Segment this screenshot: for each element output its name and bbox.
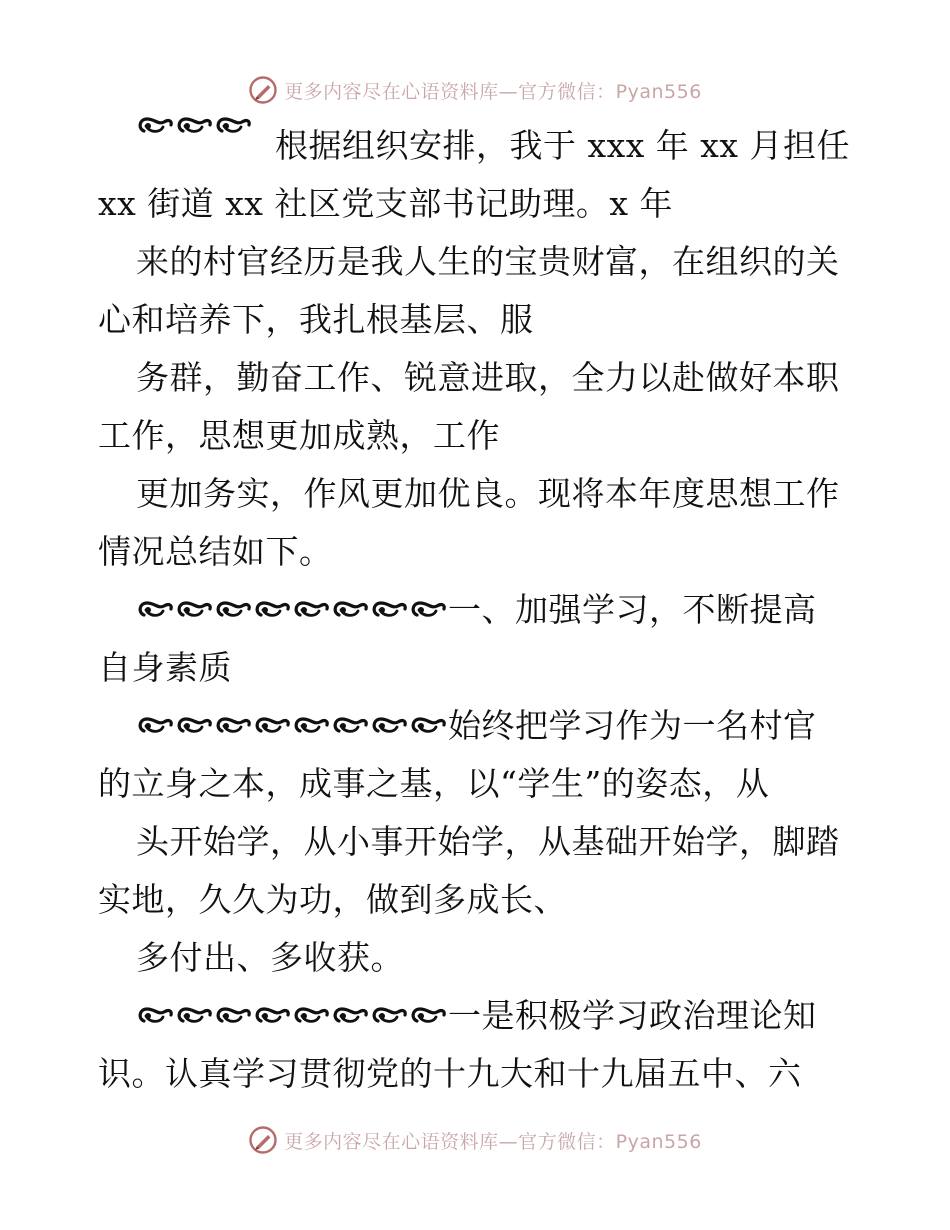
text-line	[98, 581, 850, 639]
paragraph	[98, 987, 850, 1103]
ornament-icon	[140, 119, 171, 131]
paragraph	[98, 465, 850, 581]
ornament-icon	[179, 603, 210, 615]
line-text: 根据组织安排，我于 xxx 年 xx 月担任	[274, 126, 850, 165]
text-line	[98, 697, 850, 755]
ornament-icon	[257, 719, 288, 731]
text-line: 多付出、多收获。	[136, 938, 404, 977]
text-line: 务群，勤奋工作、锐意进取，全力以赴做好本职	[136, 358, 840, 397]
text-line: xx 街道 xx 社区党支部书记助理。x 年	[98, 184, 674, 223]
ornament-icon	[218, 719, 249, 731]
ornament-icon	[140, 719, 171, 731]
text-line: 工作，思想更加成熟，工作	[98, 416, 500, 455]
pen-logo-icon	[248, 75, 278, 105]
ornament-icon	[257, 1009, 288, 1021]
ornament-icon	[374, 603, 405, 615]
text-line: 心和培养下，我扎根基层、服	[98, 300, 534, 339]
ornament-icon	[140, 603, 171, 615]
ornament-icon	[296, 1009, 327, 1021]
ornament-icon	[335, 603, 366, 615]
paragraph	[98, 813, 850, 929]
text-line: 情况总结如下。	[98, 532, 333, 571]
ornament-icon	[218, 603, 249, 615]
text-line	[98, 987, 850, 1045]
paragraph	[98, 349, 850, 465]
footer-watermark-text: 更多内容尽在心语资料库—官方微信：Pyan556	[284, 1130, 702, 1153]
ornament-icon	[335, 719, 366, 731]
ornament-icon	[335, 1009, 366, 1021]
paragraph	[98, 697, 850, 813]
ornament-icon	[218, 1009, 249, 1021]
ornament-group	[136, 111, 253, 175]
text-line	[98, 117, 850, 175]
ornament-icon	[179, 1009, 210, 1021]
text-line: 头开始学，从小事开始学，从基础开始学，脚踏	[136, 822, 840, 861]
text-line: 的立身之本，成事之基，以“学生”的姿态，从	[98, 764, 770, 803]
line-text: 一、加强学习，不断提高	[448, 590, 817, 629]
pen-logo-icon	[248, 1125, 278, 1155]
text-line: 更加务实，作风更加优良。现将本年度思想工作	[136, 474, 840, 513]
ornament-icon	[374, 1009, 405, 1021]
ornament-icon	[413, 603, 444, 615]
line-text: 始终把学习作为一名村官	[448, 706, 817, 745]
ornament-icon	[413, 719, 444, 731]
ornament-icon	[296, 719, 327, 731]
paragraph	[98, 233, 850, 349]
ornament-icon	[179, 719, 210, 731]
ornament-icon	[296, 603, 327, 615]
ornament-icon	[374, 719, 405, 731]
paragraph	[98, 117, 850, 233]
text-line: 识。认真学习贯彻党的十九大和十九届五中、六	[98, 1054, 802, 1093]
text-line: 自身素质	[98, 648, 232, 687]
ornament-icon	[257, 603, 288, 615]
ornament-icon	[179, 119, 210, 131]
ornament-icon	[140, 1009, 171, 1021]
ornament-group	[136, 711, 448, 739]
header-watermark	[0, 70, 950, 110]
text-line: 来的村官经历是我人生的宝贵财富，在组织的关	[136, 242, 840, 281]
ornament-group	[136, 1001, 448, 1029]
line-text: 一是积极学习政治理论知	[448, 996, 817, 1035]
header-watermark-text: 更多内容尽在心语资料库—官方微信：Pyan556	[284, 80, 702, 103]
footer-watermark	[0, 1120, 950, 1160]
text-line: 实地，久久为功，做到多成长、	[98, 880, 567, 919]
ornament-group	[136, 595, 448, 623]
ornament-icon	[218, 119, 249, 131]
ornament-icon	[413, 1009, 444, 1021]
section-heading	[98, 581, 850, 697]
paragraph	[98, 929, 850, 987]
document-body	[98, 117, 850, 1103]
